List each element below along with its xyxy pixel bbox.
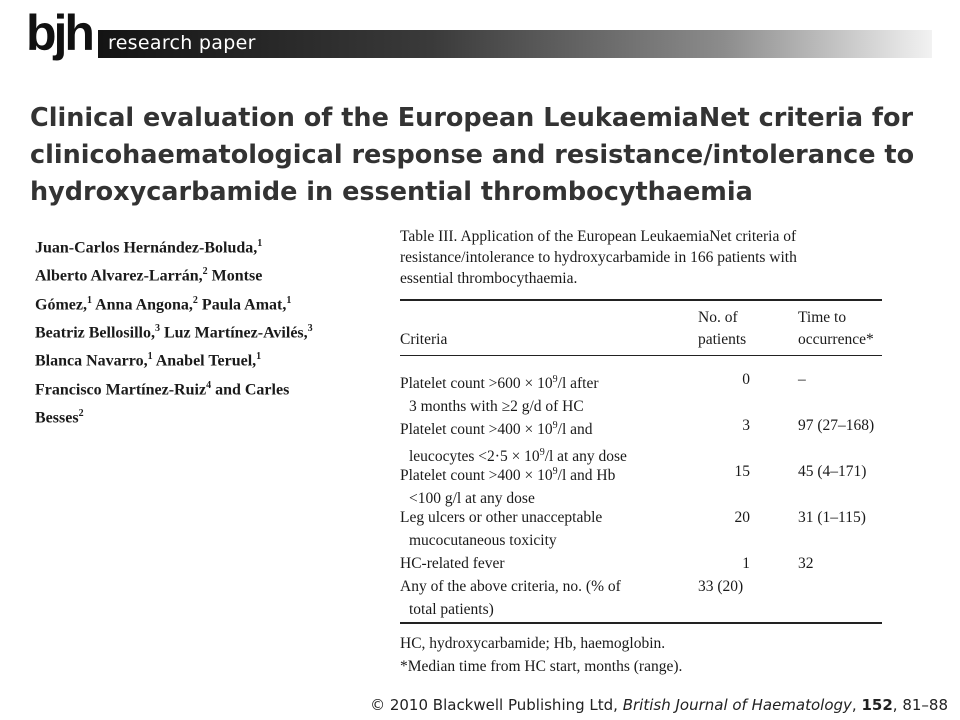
banner-label: research paper [108, 32, 256, 54]
paper-title [30, 100, 940, 211]
title-line: Clinical evaluation of the European LeukaemiaNet criteria for [30, 103, 914, 133]
author-line: Juan-Carlos Hernández-Boluda,$^1$ [35, 238, 263, 257]
cell-num: 3 [742, 417, 750, 434]
title-line: hydroxycarbamide in essential thrombocythaemia [30, 177, 753, 207]
cell-criteria: Leg ulcers or other unacceptable mucocutaneous toxicity [400, 509, 603, 549]
author-line: Gómez,$^1$ Anna Angona,$^2$ Paula Amat,$^1$ [35, 294, 292, 313]
author-line: Besses$^2$ [35, 407, 84, 427]
cell-num: 1 [742, 555, 750, 572]
cell-criteria: HC-related fever [400, 555, 505, 572]
title-line: clinicohaematological response and resistance/intolerance to [30, 140, 915, 170]
author-list [35, 232, 365, 430]
cell-num: 33 (20) [698, 578, 744, 595]
cell-num: 15 [734, 463, 750, 480]
table-bottom-rule [400, 622, 882, 624]
table-footnotes [400, 632, 882, 678]
footnote: *Median time from HC start, months (range). [400, 658, 683, 675]
copyright-line: © 2010 Blackwell Publishing Ltd, British Journal of Haematology, 152, 81–88 [370, 696, 948, 714]
cell-num: 0 [742, 371, 750, 388]
cell-time: 31 (1–115) [798, 509, 866, 526]
cell-criteria: Any of the above criteria, no. (% of total patients) [400, 578, 621, 618]
author-line: Alberto Alvarez-Larrán,$^2$ Montse [35, 266, 263, 285]
journal-header [0, 0, 960, 80]
cell-num: 20 [734, 509, 750, 526]
author-line: Beatriz Bellosillo,$^3$ Luz Martínez-Avilés,$^3$ [35, 322, 313, 342]
results-table [400, 226, 882, 678]
cell-criteria: Platelet count $>600 \times 10^9/l$ after 3 months with ≥2 g/d of HC [400, 374, 599, 416]
header-criteria: Criteria [400, 331, 448, 348]
header-time-occurrence: Time to occurrence* [798, 309, 874, 348]
header-num-patients: No. of patients [698, 309, 747, 348]
cell-criteria: Platelet count $>400 \times 10^9/l$ and leucocytes $<2\cdot 5 \times 10^9/l$ at any dose [400, 420, 627, 466]
journal-logo: bjh [26, 5, 92, 61]
table-header-row [400, 301, 882, 355]
cell-criteria: Platelet count $>400 \times 10^9/l$ and Hb <100 g/l at any dose [400, 466, 616, 508]
author-line: Blanca Navarro,$^1$ Anabel Teruel,$^1$ [35, 351, 262, 370]
cell-time: 45 (4–171) [798, 463, 867, 480]
cell-time: 97 (27–168) [798, 417, 875, 434]
section-banner [98, 30, 932, 58]
cell-time: 32 [798, 555, 814, 572]
footnote: HC, hydroxycarbamide; Hb, haemoglobin. [400, 635, 666, 652]
table-body [400, 356, 882, 622]
cell-time: – [798, 371, 806, 388]
table-caption: Table III. Application of the European LeukaemiaNet criteria of resistance/intolerance to hydroxycarbamide in 166 patients with essential thrombocythaemia. [400, 228, 797, 287]
author-line: Francisco Martínez-Ruiz$^4$ and Carles [35, 379, 290, 398]
